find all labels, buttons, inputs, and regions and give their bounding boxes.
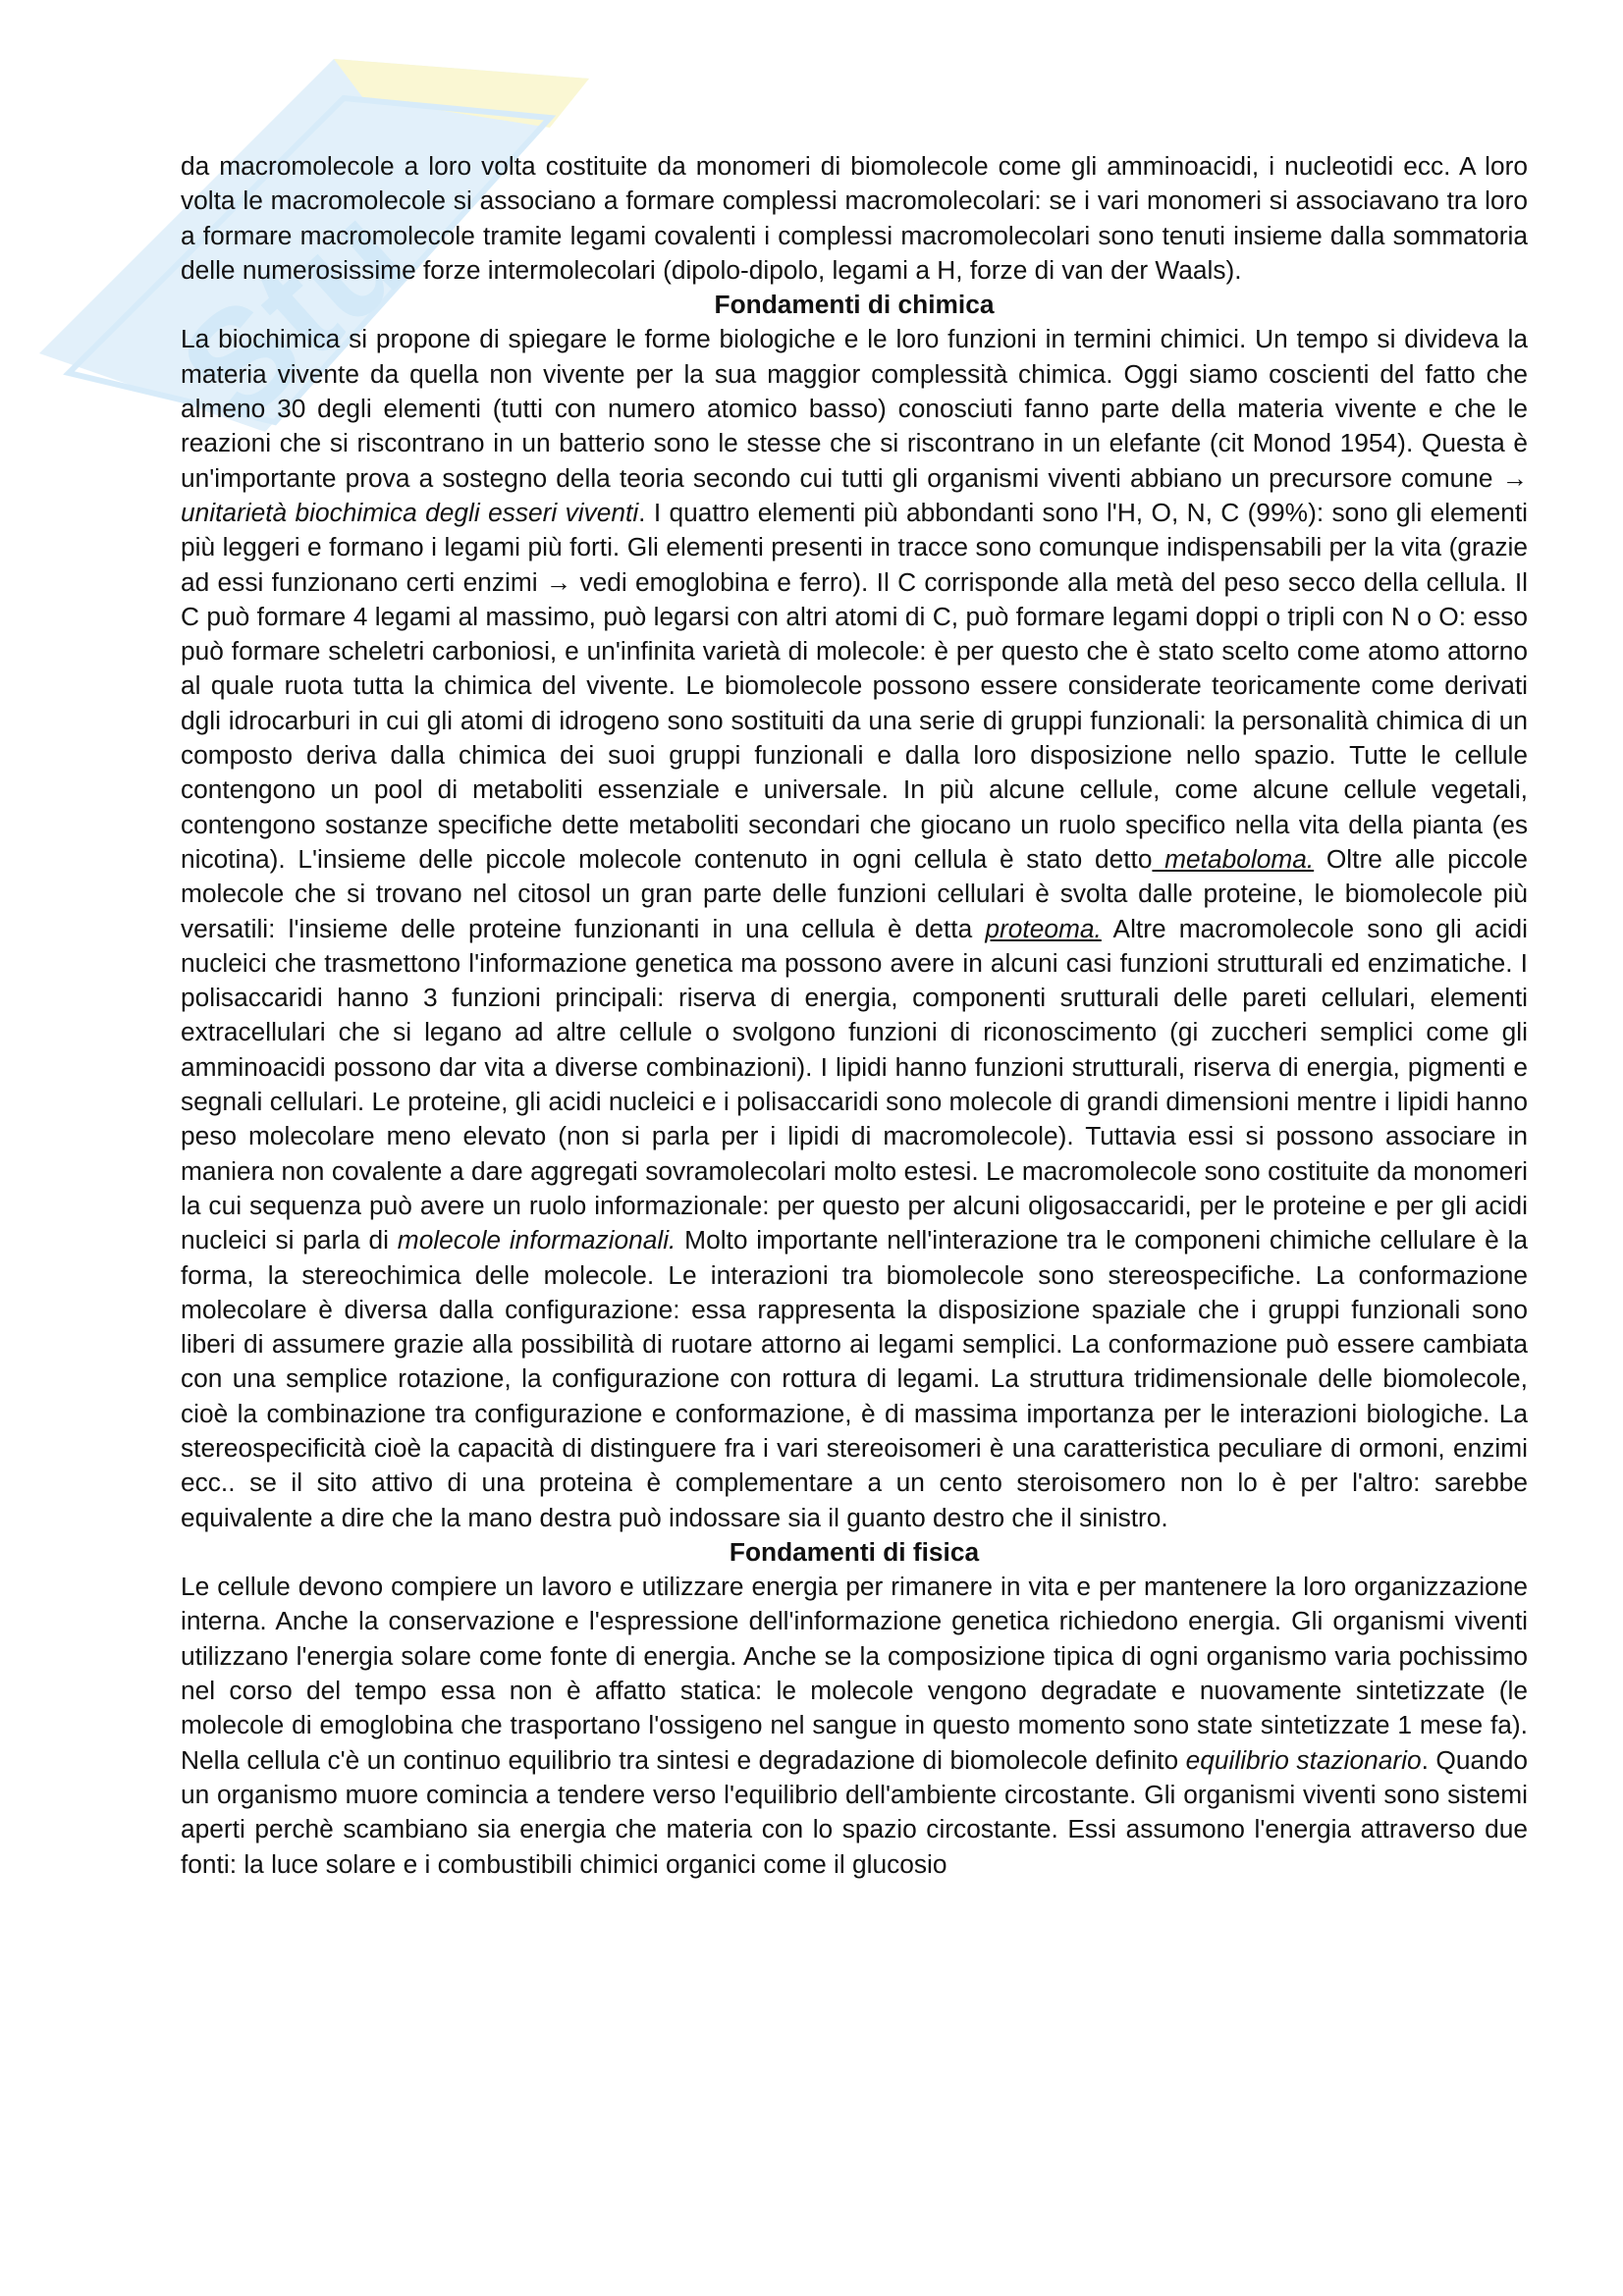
paragraph-chimica: [181, 322, 1528, 1534]
text-run: . I quattro elementi più abbondanti sono l'H, O, N, C (99%): sono gli elementi più leggeri e formano i legami più forti. Gli elementi presenti in tracce sono comunque indispensabili per la vita (grazie ad essi funzionano certi enzimi → vedi emoglobina e ferro). Il C corrisponde alla metà del peso secco della cellula. Il C può formare 4 legami al massimo, può legarsi con altri atomi di C, può formare legami doppi o tripli con N o O: esso può formare scheletri carboniosi, e un'infinita varietà di molecole: è per questo che è stato scelto come atomo attorno al quale ruota tutta la chimica del vivente. Le biomolecole possono essere considerate teoricamente come derivati dgli idrocarburi in cui gli atomi di idrogeno sono sostituiti da una serie di gruppi funzionali: la personalità chimica di un composto deriva dalla chimica dei suoi gruppi funzionali e dalla loro disposizione nello spazio. Tutte le cellule contengono un pool di metaboliti essenziale e universale. In più alcune cellule, come alcune cellule vegetali, contengono sostanze specifiche dette metaboliti secondari che giocano un ruolo specifico nella vita della pianta (es nicotina). L'insieme delle piccole molecole contenuto in ogni cellula è stato detto: [181, 497, 1528, 874]
svg-text:Stu: Stu: [148, 172, 436, 454]
text-run: Molto importante nell'interazione tra le componeni chimiche cellulare è la forma, la stereochimica delle molecole. Le interazioni tra biomolecole sono stereospecifiche. La conformazione molecolare è diversa dalla configurazione: essa rappresenta la disposizione spaziale che i gruppi funzionali sono liberi di assumere grazie alla possibilità di ruotare attorno ai legami semplici. La conformazione può essere cambiata con una semplice rotazione, la configurazione con rottura di legami. La struttura tridimensionale delle biomolecole, cioè la combinazione tra configurazione e conformazione, è di massima importanza per le interazioni biologiche. La stereospecificità cioè la capacità di distinguere fra i vari stereoisomeri è una caratteristica peculiare di ormoni, enzimi ecc.. se il sito attivo di una proteina è complementare a un cento steroisomero non lo è per l'altro: sarebbe equivalente a dire che la mano destra può indossare sia il guanto destro che il sinistro.: [181, 1225, 1528, 1532]
section-heading-chimica: Fondamenti di chimica: [714, 290, 995, 320]
text-run: Le cellule devono compiere un lavoro e utilizzare energia per rimanere in vita e per mantenere la loro organizzazione interna. Anche la conservazione e l'espressione dell'informazione genetica richiedono energia. Gli organismi viventi utilizzano l'energia solare come fonte di energia. Anche se la composizione tipica di ogni organismo varia pochissimo nel corso del tempo essa non è affatto statica: le molecole vengono degradate e nuovamente sintetizzate (le molecole di emoglobina che trasportano l'ossigeno nel sangue in questo momento sono state sintetizzate 1 mese fa). Nella cellula c'è un continuo equilibrio tra sintesi e degradazione di biomolecole definito: [181, 1572, 1528, 1775]
section-heading-fisica: Fondamenti di fisica: [729, 1536, 980, 1567]
italic-term-equilibrio-stazionario: equilibrio stazionario: [1185, 1744, 1422, 1775]
italic-term-unitarieta: unitarietà biochimica degli esseri viventi: [181, 497, 639, 527]
paragraph-fisica: [181, 1570, 1528, 1882]
italic-term-molecole-informazionali: molecole informazionali.: [397, 1225, 676, 1255]
underlined-term-metaboloma: metaboloma.: [1152, 843, 1315, 874]
intro-paragraph: da macromolecole a loro volta costituite da monomeri di biomolecole come gli amminoacidi, i nucleotidi ecc. A loro volta le macromolecole si associano a formare complessi macromolecolari: se i vari monomeri si associavano tra loro a formare macromolecole tramite legami covalenti i complessi macromolecolari sono tenuti insieme dalla sommatoria delle numerosissime forze intermolecolari (dipolo-dipolo, legami a H, forze di van der Waals).: [181, 151, 1528, 285]
document-page: [181, 149, 1528, 1882]
text-run: . Quando un organismo muore comincia a tendere verso l'equilibrio dell'ambiente circostante. Gli organismi viventi sono sistemi aperti perchè scambiano sia energia che materia con lo spazio circostante. Essi assumono l'energia attraverso due fonti: la luce solare e i combustibili chimici organici come il glucosio: [181, 1744, 1528, 1879]
underlined-term-proteoma: proteoma.: [985, 913, 1102, 943]
text-run: Altre macromolecole sono gli acidi nucleici che trasmettono l'informazione genetica ma possono avere in alcuni casi funzioni strutturali ed enzimatiche. I polisaccaridi hanno 3 funzioni principali: riserva di energia, componenti srutturali delle pareti cellulari, elementi extracellulari che si legano ad altre cellule o svolgono funzioni di riconoscimento (gi zuccheri semplici come gli amminoacidi possono dar vita a diverse combinazioni). I lipidi hanno funzioni strutturali, riserva di energia, pigmenti e segnali cellulari. Le proteine, gli acidi nucleici e i polisaccaridi sono molecole di grandi dimensioni mentre i lipidi hanno peso molecolare meno elevato (non si parla per i lipidi di macromolecole). Tuttavia essi si possono associare in maniera non covalente a dare aggregati sovramolecolari molto estesi. Le macromolecole sono costituite da monomeri la cui sequenza può avere un ruolo informazionale: per questo per alcuni oligosaccaridi, per le proteine e per gli acidi nucleici si parla di: [181, 913, 1528, 1255]
text-run: La biochimica si propone di spiegare le forme biologiche e le loro funzioni in termini chimici. Un tempo si divideva la materia vivente da quella non vivente per la sua maggior complessità chimica. Oggi siamo coscienti del fatto che almeno 30 degli elementi (tutti con numero atomico basso) conosciuti fanno parte della materia vivente e che le reazioni che si riscontrano in un batterio sono le stesse che si riscontrano in un elefante (cit Monod 1954). Questa è un'importante prova a sostegno della teoria secondo cui tutti gli organismi viventi abbiano un precursore comune →: [181, 324, 1528, 493]
text-run: Oltre alle piccole molecole che si trovano nel citosol un gran parte delle funzioni cellulari è svolta dalle proteine, le biomolecole più versatili: l'insieme delle proteine funzionanti in una cellula è detta: [181, 843, 1528, 943]
